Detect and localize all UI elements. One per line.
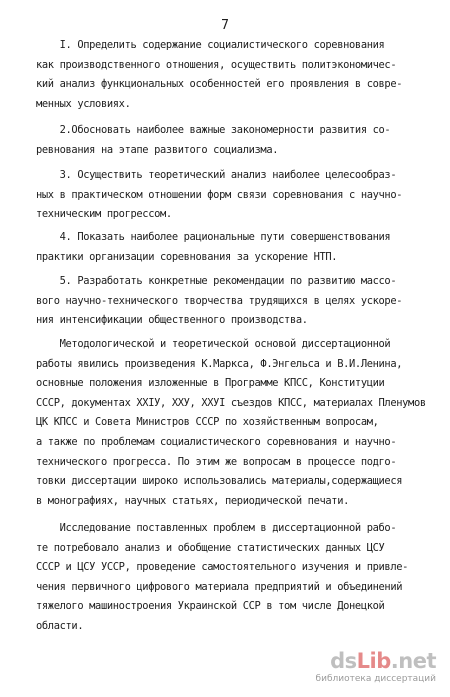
text-line: Методологической и теоретической основой диссертационной	[36, 338, 391, 350]
logo-net: net	[398, 649, 436, 673]
text-line: менных условиях.	[36, 97, 131, 110]
text-line: те потребовало анализ и обобщение статистических данных ЦСУ	[36, 541, 385, 554]
text-line: ных в практическом отношении форм связи соревнования с научно-	[36, 188, 403, 201]
text-line: I. Определить содержание социалистического соревнования	[36, 39, 385, 51]
paragraph	[36, 272, 428, 331]
text-line: Исследование поставленных проблем в диссертационной рабо-	[36, 522, 397, 534]
text-line: в монографиях, научных статьях, периодической печати.	[36, 494, 350, 507]
paragraph	[36, 335, 428, 511]
text-line: ния интенсификации общественного производства.	[36, 314, 308, 327]
dslib-logo	[330, 648, 436, 674]
text-line: ревнования на этапе развитого социализма.	[36, 143, 279, 156]
text-line: СССР и ЦСУ УССР, проведение самостоятельного изучения и привле-	[36, 561, 409, 574]
page-number: 7	[221, 18, 229, 33]
text-line: 2.Обосновать наиболее важные закономерности развития со-	[36, 124, 391, 136]
logo-ds: ds	[330, 649, 357, 673]
text-line: кий анализ функциональных особенностей его проявления в совре-	[36, 78, 403, 91]
text-line: работы явились произведения К.Маркса, Ф.Энгельса и В.И.Ленина,	[36, 357, 403, 370]
text-line: чения первичного цифрового материала предприятий и объединений	[36, 580, 403, 593]
text-line: 3. Осуществить теоретический анализ наиболее целесообраз-	[36, 169, 397, 181]
text-line: как производственного отношения, осуществить политэкономичес-	[36, 58, 397, 71]
text-line: тяжелого машиностроения Украинской ССР в том числе Донецкой	[36, 600, 385, 613]
text-line: области.	[36, 619, 84, 632]
text-line: техническим прогрессом.	[36, 208, 172, 221]
watermark-caption: библиотека диссертаций	[315, 674, 436, 684]
logo-dot: .	[390, 649, 399, 673]
text-line: СССР, документах ХХIУ, ХХУ, ХХУI съездов КПСС, материалах Пленумов ЦК КПСС и Совета Министров СССР по хозяйственным вопросам,	[36, 396, 426, 429]
text-line: 4. Показать наиболее рациональные пути совершенствования	[36, 231, 391, 243]
paragraph	[36, 121, 428, 160]
paragraph	[36, 36, 428, 114]
text-line: а также по проблемам социалистического соревнования и научно-	[36, 435, 397, 448]
text-line: практики организации соревнования за ускорение НТП.	[36, 250, 338, 263]
paragraph	[36, 519, 428, 637]
text-line: основные положения изложенные в Программе КПСС, Конституции	[36, 377, 385, 390]
logo-lib: Lib	[356, 649, 391, 673]
text-line: технического прогресса. По этим же вопросам в процессе подго-	[36, 455, 397, 468]
text-line: вого научно-технического творчества трудящихся в целях ускоре-	[36, 294, 403, 307]
text-line: 5. Разработать конкретные рекомендации по развитию массо-	[36, 275, 397, 287]
paragraph	[36, 228, 428, 267]
dslib-watermark	[315, 648, 442, 692]
text-line: товки диссертации широко использовались материалы,содержащиеся	[36, 475, 403, 488]
paragraph	[36, 166, 428, 225]
